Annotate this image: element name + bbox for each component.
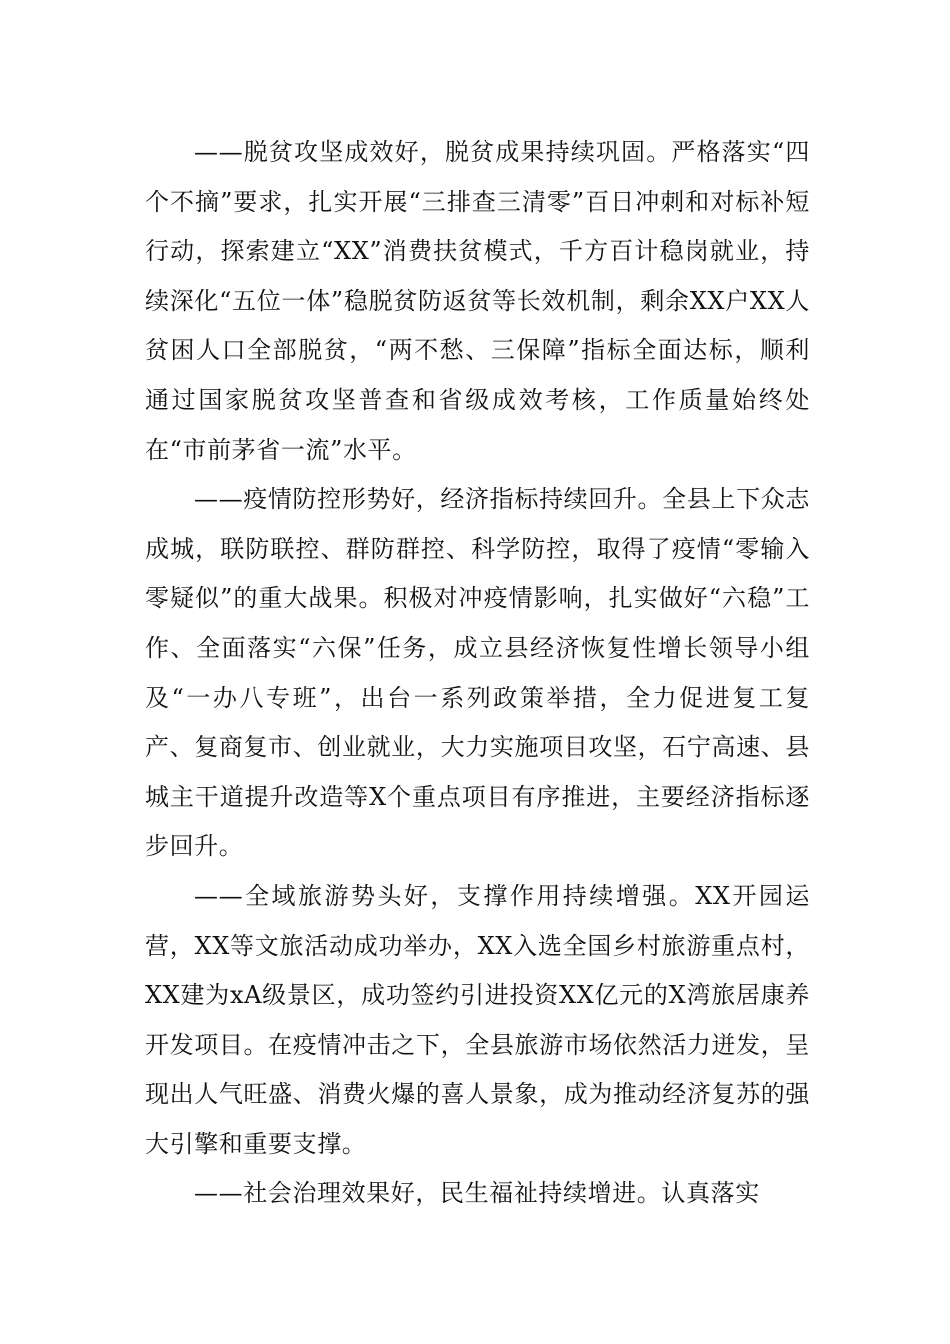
document-body [145, 128, 810, 1219]
paragraph-tourism: ——全域旅游势头好，支撑作用持续增强。XX开园运营，XX等文旅活动成功举办，XX入选全国乡村旅游重点村，XX建为xA级景区，成功签约引进投资XX亿元的X湾旅居康养开发项目。在疫情冲击之下，全县旅游市场依然活力迸发，呈现出人气旺盛、消费火爆的喜人景象，成为推动经济复苏的强大引擎和重要支撑。 [145, 881, 810, 1158]
paragraph-epidemic-control: ——疫情防控形势好，经济指标持续回升。全县上下众志成城，联防联控、群防群控、科学防控，取得了疫情“零输入零疑似”的重大战果。积极对冲疫情影响，扎实做好“六稳”工作、全面落实“六保”任务，成立县经济恢复性增长领导小组及“一办八专班”，出台一系列政策举措，全力促进复工复产、复商复市、创业就业，大力实施项目攻坚，石宁高速、县城主干道提升改造等X个重点项目有序推进，主要经济指标逐步回升。 [145, 485, 810, 861]
paragraph-poverty-alleviation: ——脱贫攻坚成效好，脱贫成果持续巩固。严格落实“四个不摘”要求，扎实开展“三排查三清零”百日冲刺和对标补短行动，探索建立“XX”消费扶贫模式，千方百计稳岗就业，持续深化“五位一体”稳脱贫防返贫等长效机制，剩余XX户XX人贫困人口全部脱贫，“两不愁、三保障”指标全面达标，顺利通过国家脱贫攻坚普查和省级成效考核，工作质量始终处在“市前茅省一流”水平。 [145, 138, 810, 464]
paragraph-social-governance: ——社会治理效果好，民生福祉持续增进。认真落实 [194, 1179, 760, 1208]
